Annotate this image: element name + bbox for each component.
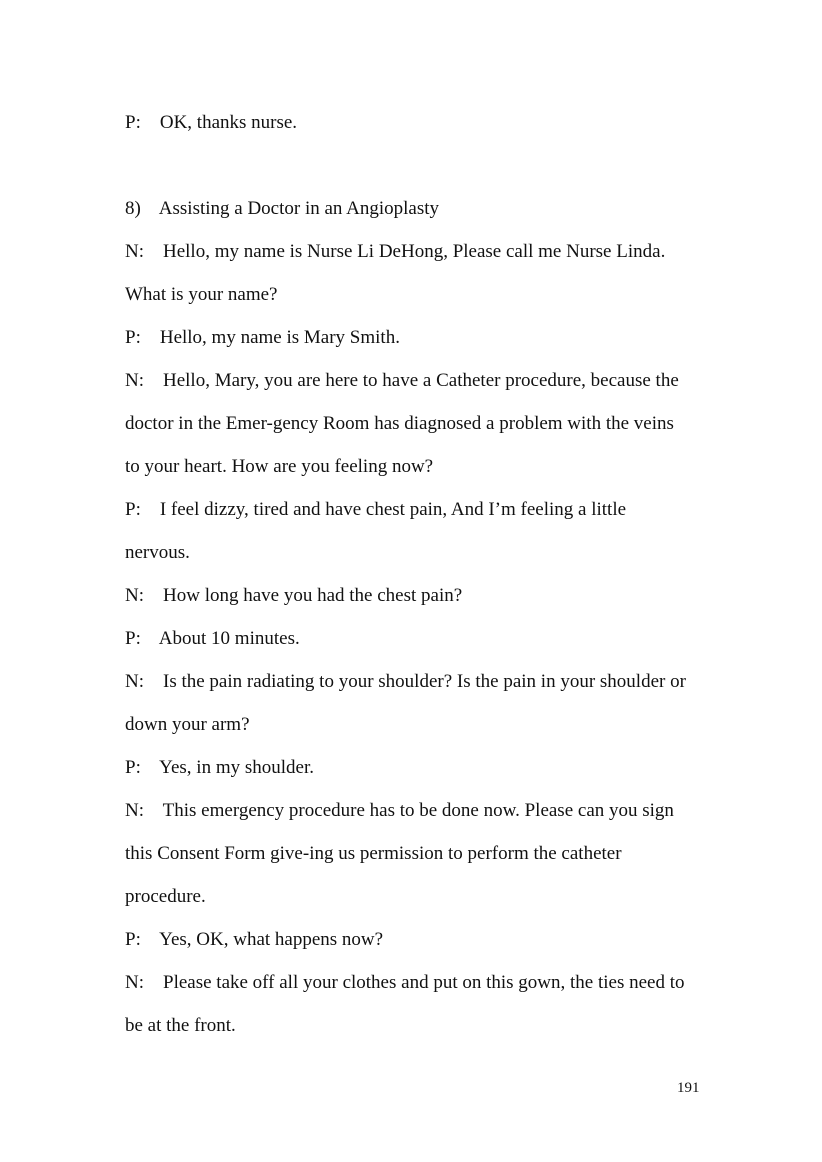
dialogue-line: P: About 10 minutes. <box>125 628 300 649</box>
dialogue-line: N: Please take off all your clothes and put on this gown, the ties need to <box>125 972 685 993</box>
dialogue-line: be at the front. <box>125 1015 236 1036</box>
dialogue-line: What is your name? <box>125 284 278 305</box>
dialogue-line: P: Yes, OK, what happens now? <box>125 929 384 950</box>
page-number: 191 <box>677 1080 700 1096</box>
dialogue-line: P: OK, thanks nurse. <box>125 112 298 133</box>
section-heading: 8) Assisting a Doctor in an Angioplasty <box>125 198 440 219</box>
dialogue-line: this Consent Form give-ing us permission to perform the catheter <box>125 843 622 864</box>
dialogue-line: N: Hello, my name is Nurse Li DeHong, Please call me Nurse Linda. <box>125 241 666 262</box>
dialogue-line: to your heart. How are you feeling now? <box>125 456 434 477</box>
dialogue-line: N: Is the pain radiating to your shoulder? Is the pain in your shoulder or <box>125 671 686 692</box>
dialogue-line: down your arm? <box>125 714 250 735</box>
dialogue-line: N: Hello, Mary, you are here to have a Catheter procedure, because the <box>125 370 679 391</box>
dialogue-line: P: Hello, my name is Mary Smith. <box>125 327 400 348</box>
dialogue-line: P: Yes, in my shoulder. <box>125 757 314 778</box>
dialogue-line: P: I feel dizzy, tired and have chest pain, And I’m feeling a little <box>125 499 627 520</box>
dialogue-line: procedure. <box>125 886 206 907</box>
dialogue-line: N: This emergency procedure has to be done now. Please can you sign <box>125 800 674 821</box>
dialogue-line: nervous. <box>125 542 190 563</box>
dialogue-line: N: How long have you had the chest pain? <box>125 585 463 606</box>
dialogue-line: doctor in the Emer-gency Room has diagnosed a problem with the veins <box>125 413 674 434</box>
